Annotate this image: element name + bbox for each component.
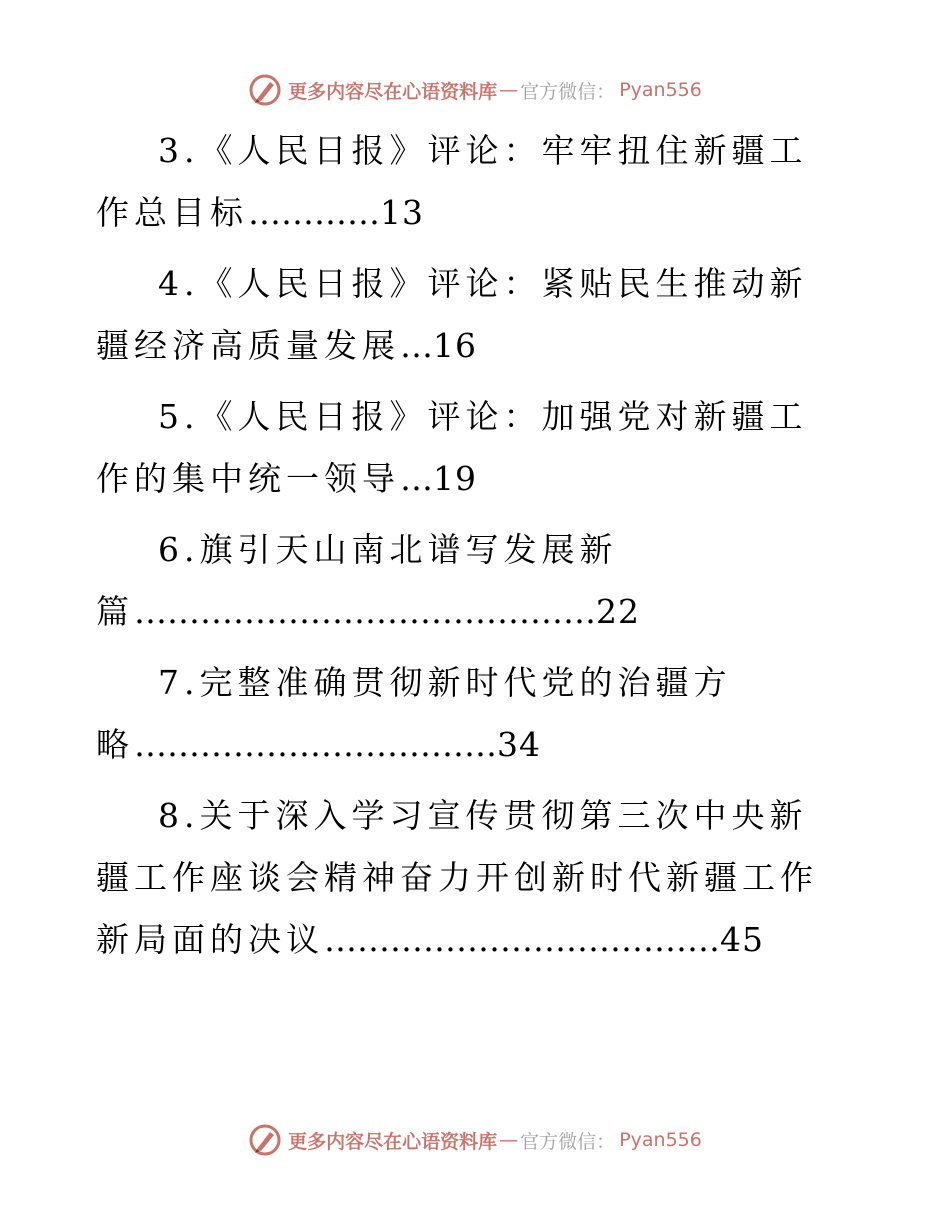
toc-entry-page: 34: [497, 725, 541, 764]
footer-watermark: [0, 1120, 950, 1160]
watermark-brand: 更多内容尽在心语资料库: [288, 80, 498, 103]
watermark-text: [288, 77, 702, 104]
watermark-brand: 更多内容尽在心语资料库: [288, 1130, 498, 1153]
toc-entry-page: 16: [433, 326, 477, 365]
watermark-wechat-id: Pyan556: [619, 79, 702, 101]
watermark-official-label: 官方微信：: [520, 1130, 616, 1153]
table-of-contents: [96, 120, 841, 980]
toc-entry-leader: …: [400, 459, 433, 498]
toc-entry-5[interactable]: [96, 386, 841, 510]
toc-entry-page: 19: [433, 459, 477, 498]
toc-entry-7[interactable]: [96, 652, 841, 776]
pen-logo-icon: [248, 73, 282, 107]
watermark-wechat-id: Pyan556: [619, 1129, 702, 1151]
watermark-text: [288, 1127, 702, 1154]
watermark-dash: —: [499, 1129, 519, 1151]
watermark-official-label: 官方微信：: [520, 80, 616, 103]
pen-logo-icon: [248, 1123, 282, 1157]
toc-entry-title: 7.完整准确贯彻新时代党的治疆方略: [96, 663, 732, 764]
toc-entry-leader: …………: [248, 193, 380, 232]
toc-entry-leader: ……………………………………: [134, 592, 596, 631]
toc-entry-page: 22: [596, 592, 640, 631]
toc-entry-title: 5.《人民日报》评论：加强党对新疆工作的集中统一领导: [96, 397, 808, 498]
toc-entry-page: 45: [720, 920, 764, 959]
toc-entry-8[interactable]: [96, 785, 841, 971]
watermark-dash: —: [499, 79, 519, 101]
toc-entry-3[interactable]: [96, 120, 841, 244]
toc-entry-title: 6.旗引天山南北谱写发展新篇: [96, 530, 618, 631]
toc-entry-leader: …: [400, 326, 433, 365]
toc-entry-title: 4.《人民日报》评论：紧贴民生推动新疆经济高质量发展: [96, 264, 808, 365]
toc-entry-4[interactable]: [96, 253, 841, 377]
toc-entry-title: 8.关于深入学习宣传贯彻第三次中央新疆工作座谈会精神奋力开创新时代新疆工作新局面的决议: [96, 796, 818, 959]
header-watermark: [0, 70, 950, 110]
toc-entry-leader: ………………………………: [324, 920, 720, 959]
toc-entry-6[interactable]: [96, 519, 841, 643]
toc-entry-page: 13: [380, 193, 424, 232]
toc-entry-title: 3.《人民日报》评论：牢牢扭住新疆工作总目标: [96, 131, 808, 232]
toc-entry-leader: ……………………………: [134, 725, 497, 764]
